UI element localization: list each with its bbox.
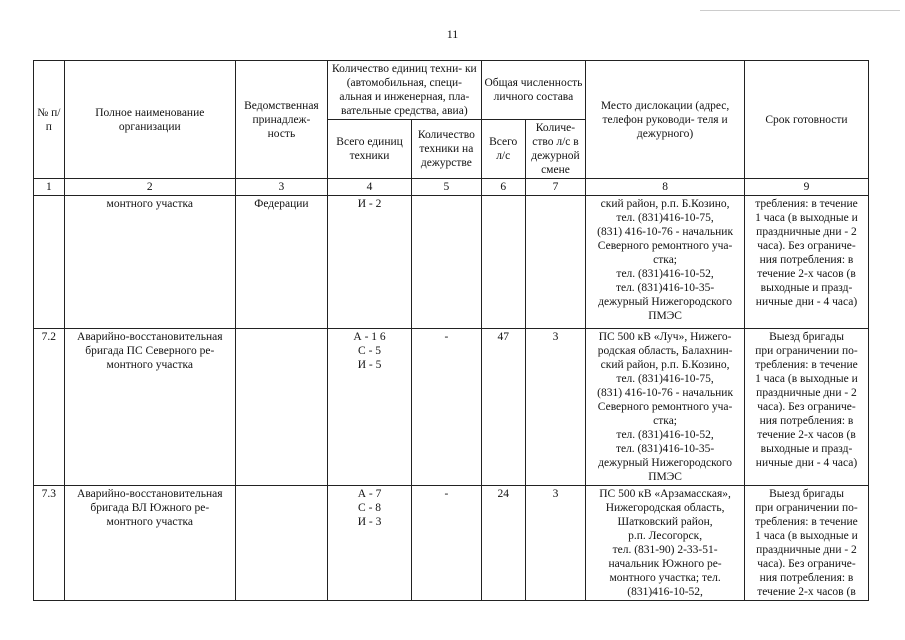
readiness-line: выходные и празд- — [760, 443, 853, 455]
readiness — [744, 486, 868, 601]
readiness — [744, 196, 868, 329]
readiness-line: ния потребления: в — [759, 254, 854, 266]
location-line: Северного ремонтного уча- — [597, 240, 733, 252]
tech-total-line: И - 2 — [357, 198, 382, 210]
org-name-line: Аварийно-восстановительная — [77, 331, 223, 343]
tech-total-line: И - 5 — [357, 359, 382, 371]
table-row — [34, 486, 869, 601]
location-line: тел. (831-90) 2-33-51- — [612, 544, 718, 556]
readiness-line: течение 2-х часов (в — [757, 268, 856, 280]
org-dept: Федерации — [235, 196, 327, 329]
row-num: 7.3 — [34, 486, 65, 601]
scan-artifact-line — [700, 10, 900, 11]
org-dept — [235, 329, 327, 486]
org-dept — [235, 486, 327, 601]
location-line: р.п. Лесогорск, — [628, 530, 703, 542]
location-line: ский район, р.п. Б.Козино, — [600, 198, 730, 210]
location-line: родская область, Балахнин- — [597, 345, 733, 357]
tech-total-line: И - 3 — [357, 516, 382, 528]
header-num: № п/п — [34, 61, 65, 179]
staff-duty — [525, 196, 585, 329]
header-staff-duty: Количе- ство л/с в дежурной смене — [525, 120, 585, 179]
readiness-line: ния потребления: в — [759, 572, 854, 584]
org-name — [64, 196, 235, 329]
column-number: 7 — [525, 179, 585, 196]
tech-total-line: С - 5 — [358, 345, 382, 357]
readiness-line: течение 2-х часов (в — [757, 586, 856, 598]
header-location: Место дислокации (адрес, телефон руководи- теля и дежурного) — [586, 61, 745, 179]
location-line: тел. (831)416-10-75, — [616, 212, 714, 224]
readiness-line: праздничные дни - 2 — [756, 226, 857, 238]
location-line: (831)416-10-52, — [627, 586, 703, 598]
location-line: ПС 500 кВ «Арзамасская», — [599, 488, 731, 500]
tech-duty — [412, 196, 482, 329]
readiness-line: при ограничении по- — [755, 345, 858, 357]
tech-duty: - — [412, 329, 482, 486]
org-name-line: монтного участка — [106, 359, 193, 371]
location — [586, 486, 745, 601]
location-line: тел. (831)416-10-35- — [615, 282, 715, 294]
column-number: 2 — [64, 179, 235, 196]
header-name: Полное наименование организации — [64, 61, 235, 179]
location-line: Шатковский район, — [617, 516, 713, 528]
org-name-line: бригада ВЛ Южного ре- — [90, 502, 210, 514]
column-number: 9 — [744, 179, 868, 196]
readiness-line: Выезд бригады — [769, 488, 844, 500]
location-line: начальник Южного ре- — [608, 558, 722, 570]
location-line: стка; — [653, 254, 677, 266]
location-line: ПМЭС — [648, 471, 682, 483]
location-line: дежурный Нижегородского — [598, 296, 733, 308]
location-line: тел. (831)416-10-75, — [616, 373, 714, 385]
location-line: стка; — [653, 415, 677, 427]
tech-total-line: А - 7 — [357, 488, 382, 500]
readiness-line: ничные дни - 4 часа) — [755, 296, 858, 308]
tech-total — [328, 486, 412, 601]
readiness-line: часа). Без ограниче- — [757, 558, 856, 570]
readiness-line: 1 часа (в выходные и — [755, 530, 858, 542]
header-staff-total: Всего л/с — [481, 120, 525, 179]
readiness-line: Выезд бригады — [769, 331, 844, 343]
readiness-line: часа). Без ограниче- — [757, 401, 856, 413]
tech-total — [328, 196, 412, 329]
row-num — [34, 196, 65, 329]
staff-total: 24 — [481, 486, 525, 601]
column-number: 1 — [34, 179, 65, 196]
location-line: Северного ремонтного уча- — [597, 401, 733, 413]
org-name — [64, 486, 235, 601]
header-staff-group: Общая численность личного состава — [481, 61, 586, 120]
location-line: Нижегородская область, — [605, 502, 725, 514]
location-line: (831) 416-10-76 - начальник — [597, 226, 734, 238]
column-number: 3 — [235, 179, 327, 196]
location-line: ПС 500 кВ «Луч», Нижего- — [598, 331, 732, 343]
column-number: 8 — [586, 179, 745, 196]
readiness-line: праздничные дни - 2 — [756, 544, 857, 556]
org-name — [64, 329, 235, 486]
org-name-line: бригада ПС Северного ре- — [85, 345, 215, 357]
readiness-line: при ограничении по- — [755, 502, 858, 514]
tech-total — [328, 329, 412, 486]
readiness-line: требления: в течение — [755, 516, 858, 528]
org-name-line: Аварийно-восстановительная — [77, 488, 223, 500]
location-line: тел. (831)416-10-35- — [615, 443, 715, 455]
staff-total: 47 — [481, 329, 525, 486]
readiness-line: требления: в течение — [755, 359, 858, 371]
page-number: 11 — [446, 27, 459, 41]
column-number: 4 — [328, 179, 412, 196]
readiness-line: выходные и празд- — [760, 282, 853, 294]
readiness-line: часа). Без ограниче- — [757, 240, 856, 252]
readiness — [744, 329, 868, 486]
tech-total-line: А - 1 6 — [353, 331, 386, 343]
column-number: 6 — [481, 179, 525, 196]
staff-total — [481, 196, 525, 329]
column-number: 5 — [412, 179, 482, 196]
readiness-line: праздничные дни - 2 — [756, 387, 857, 399]
staff-duty: 3 — [525, 486, 585, 601]
readiness-line: ния потребления: в — [759, 415, 854, 427]
header-readiness: Срок готовности — [744, 61, 868, 179]
readiness-line: 1 часа (в выходные и — [755, 212, 858, 224]
header-tech-group: Количество единиц техни- ки (автомобильная, специ- альная и инженерная, пла- вательные средства, авиа) — [328, 61, 482, 120]
tech-total-line: С - 8 — [358, 502, 382, 514]
header-dept: Ведомственная принадлеж- ность — [235, 61, 327, 179]
readiness-line: ничные дни - 4 часа) — [755, 457, 858, 469]
location-line: ПМЭС — [648, 310, 682, 322]
location — [586, 196, 745, 329]
location-line: (831) 416-10-76 - начальник — [597, 387, 734, 399]
staff-duty: 3 — [525, 329, 585, 486]
header-tech-duty: Количество техники на дежурстве — [412, 120, 482, 179]
location-line: тел. (831)416-10-52, — [616, 429, 714, 441]
org-name-line: монтного участка — [106, 516, 193, 528]
location-line: монтного участка; тел. — [609, 572, 721, 584]
location-line: дежурный Нижегородского — [598, 457, 733, 469]
location-line: ский район, р.п. Б.Козино, — [600, 359, 730, 371]
tech-duty: - — [412, 486, 482, 601]
location — [586, 329, 745, 486]
org-name-line: монтного участка — [106, 198, 193, 210]
header-tech-total: Всего единиц техники — [328, 120, 412, 179]
location-line: тел. (831)416-10-52, — [616, 268, 714, 280]
readiness-line: течение 2-х часов (в — [757, 429, 856, 441]
column-numbers-row — [34, 179, 869, 196]
table-row — [34, 329, 869, 486]
readiness-line: 1 часа (в выходные и — [755, 373, 858, 385]
row-num: 7.2 — [34, 329, 65, 486]
table-row — [34, 196, 869, 329]
readiness-line: требления: в течение — [755, 198, 858, 210]
organizations-table — [33, 60, 869, 601]
